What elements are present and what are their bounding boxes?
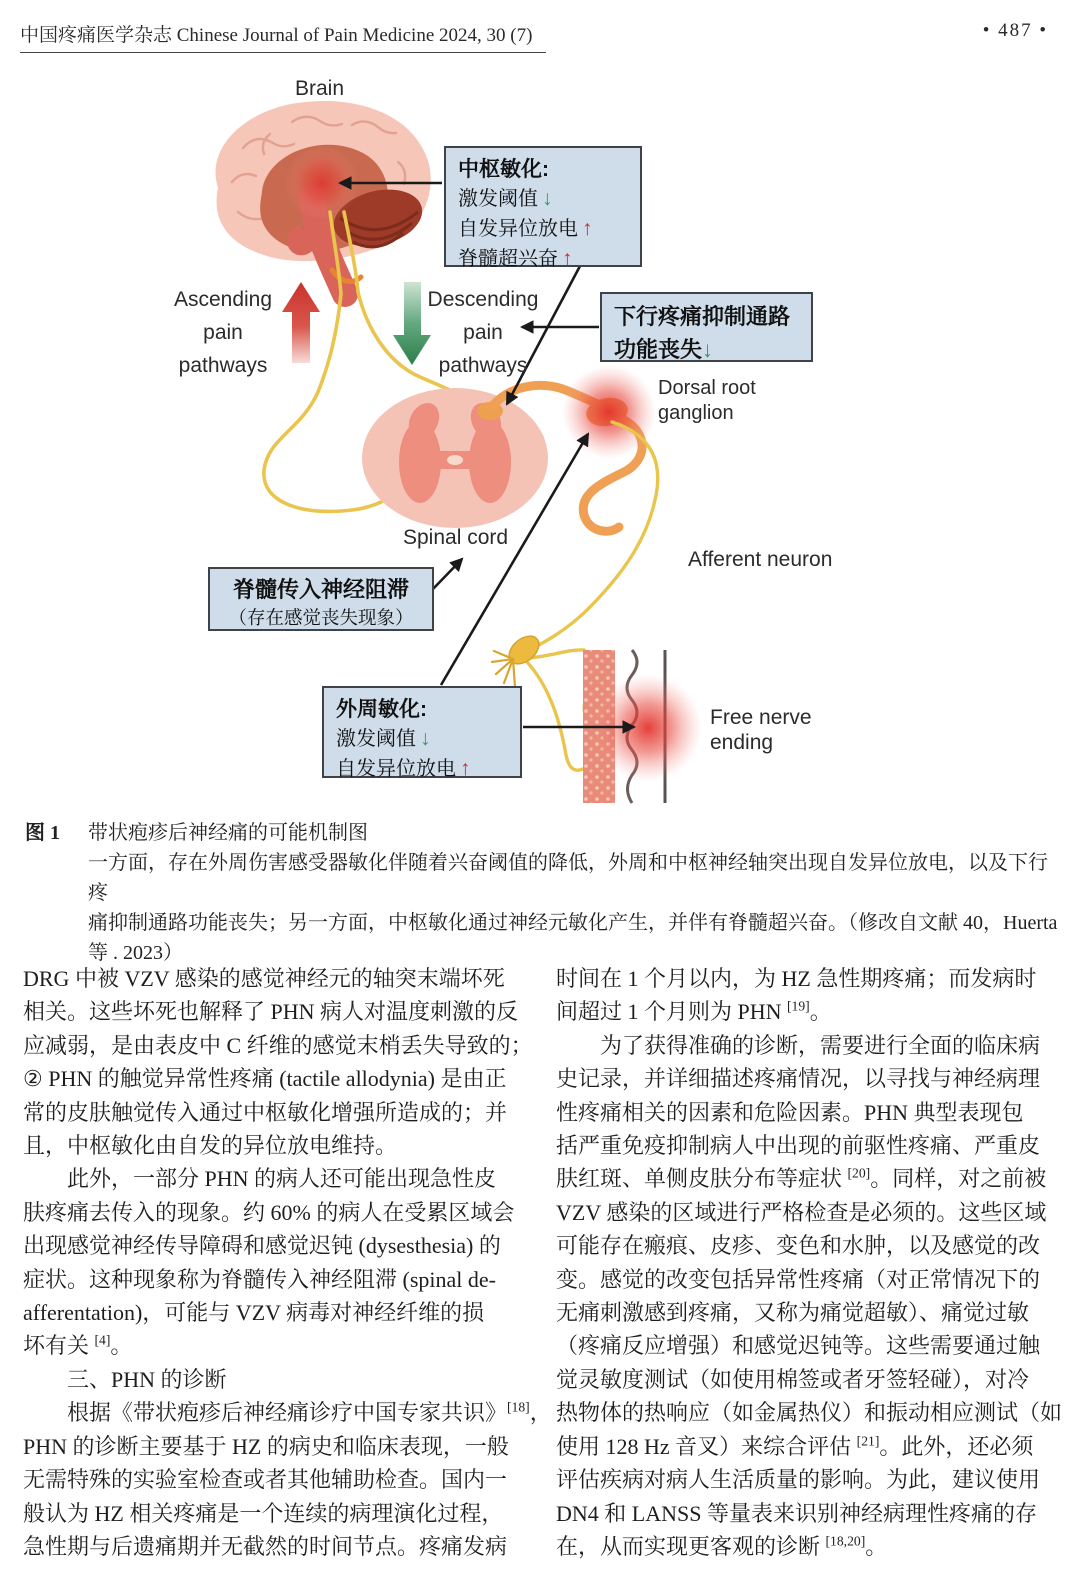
brain-label: Brain — [295, 77, 345, 100]
text-line: 觉灵敏度测试（如使用棉签或者牙签轻碰），对冷 — [556, 1366, 1030, 1392]
figure-tag: 图 1 — [25, 822, 60, 844]
figure-caption — [25, 818, 1060, 968]
text-line: 三、PHN 的诊断 — [23, 1366, 227, 1392]
ascending-pathway-arrow — [282, 282, 320, 363]
box-line: 下行疼痛抑制通路 — [614, 304, 791, 329]
text-line: 可能存在瘢痕、皮疹、变色和水肿，以及感觉的改 — [556, 1233, 1041, 1259]
spinal-cord-label: Spinal cord — [403, 526, 509, 549]
text-line: Descending — [427, 288, 539, 311]
figure-title: 带状疱疹后神经痛的可能机制图 — [88, 822, 368, 844]
text-line: 一方面，存在外周伤害感受器敏化伴随着兴奋阈值的降低，外周和中枢神经轴突出现自发异位放电，以及下行疼 — [88, 852, 1048, 904]
text-line: 肤红斑、单侧皮肤分布等症状 [20]。同样，对之前被 — [556, 1166, 1047, 1192]
text-line: 为了获得准确的诊断，需要进行全面的临床病 — [556, 1032, 1041, 1058]
text-line: 出现感觉神经传导障碍和感觉迟钝 (dysesthesia) 的 — [23, 1233, 501, 1259]
text-line: pathways — [438, 354, 528, 377]
text-line: PHN 的诊断主要基于 HZ 的病史和临床表现，一般 — [23, 1433, 509, 1459]
page-number: • 487 • — [982, 20, 1048, 41]
text-line: pathways — [178, 354, 268, 377]
text-line: pain — [463, 321, 503, 344]
text-line: 痛抑制通路功能丧失；另一方面，中枢敏化通过神经元敏化产生，并伴有脊髓超兴奋。（修改自文献 40，Huerta — [88, 912, 1058, 934]
text-line: Free nerve — [710, 706, 812, 729]
peripheral-sensitization-box — [322, 686, 522, 778]
text-line: 间超过 1 个月则为 PHN [19]。 — [556, 999, 832, 1025]
threshold-line: 激发阈值 ↓ — [336, 727, 431, 750]
box-title: 中枢敏化: — [458, 158, 549, 181]
ectopic-discharge-line: 自发异位放电 ↑ — [458, 217, 593, 240]
text-line: 使用 128 Hz 音叉）来综合评估 [21]。此外，还必须 — [556, 1433, 1034, 1459]
ascending-pathways-label — [162, 283, 284, 382]
decrease-arrow-icon: ↓ — [542, 187, 553, 210]
text-line: ending — [710, 731, 774, 754]
decrease-arrow-icon: ↓ — [420, 727, 431, 750]
text-line: afferentation)，可能与 VZV 病毒对神经纤维的损 — [23, 1300, 485, 1326]
body-column-right — [556, 962, 1063, 1563]
text-line: 症状。这种现象称为脊髓传入神经阻滞 (spinal de- — [23, 1266, 496, 1292]
text-line: ② PHN 的触觉异常性疼痛 (tactile allodynia) 是由正 — [23, 1066, 507, 1092]
text-line: 在，从而实现更客观的诊断 [18,20]。 — [556, 1533, 888, 1559]
figure-caption-text — [88, 848, 1060, 968]
text-line: 无需特殊的实验室检查或者其他辅助检查。国内一 — [23, 1467, 508, 1493]
text-line: 肤疼痛去传入的现象。约 60% 的病人在受累区域会 — [23, 1199, 515, 1225]
text-line: 无痛刺激感到疼痛，又称为痛觉超敏）、痛觉过敏 — [556, 1300, 1030, 1326]
increase-arrow-icon: ↑ — [460, 757, 471, 780]
text-line: DRG 中被 VZV 感染的感觉神经元的轴突末端坏死 — [23, 966, 505, 991]
descending-inhibition-loss-box — [600, 292, 813, 362]
text-line: ganglion — [658, 402, 734, 424]
journal-title: 中国疼痛医学杂志 Chinese Journal of Pain Medicine 2024, 30 (7) — [20, 20, 546, 53]
free-nerve-ending-label — [710, 705, 812, 755]
box-title: 脊髓传入神经阻滞 — [232, 577, 409, 602]
text-line: DN4 和 LANSS 等量表来识别神经病理性疼痛的存 — [556, 1500, 1037, 1526]
afferent-neuron-label: Afferent neuron — [688, 548, 833, 571]
page-header — [0, 16, 1080, 52]
increase-arrow-icon: ↑ — [582, 217, 593, 240]
text-line: pain — [203, 321, 243, 344]
text-line: 时间在 1 个月以内，为 HZ 急性期疼痛；而发病时 — [556, 966, 1037, 991]
text-line: 且，中枢敏化由自发的异位放电维持。 — [23, 1133, 398, 1159]
figure-1-diagram — [0, 70, 1080, 815]
text-line: 根据《带状疱疹后神经痛诊疗中国专家共识》[18]， — [23, 1399, 552, 1426]
text-line: 括严重免疫抑制病人中出现的前驱性疼痛、严重皮 — [556, 1133, 1041, 1159]
text-line: 坏有关 [4]。 — [23, 1333, 133, 1359]
text-line: 急性期与后遗痛期并无截然的时间节点。疼痛发病 — [23, 1533, 508, 1559]
spinal-deafferentation-box — [208, 567, 434, 631]
text-line: 等 . 2023） — [88, 942, 183, 964]
text-line: 热物体的热响应（如金属热仪）和振动相应测试（如 — [556, 1400, 1063, 1426]
text-line: 应减弱，是由表皮中 C 纤维的感觉末梢丢失导致的； — [23, 1032, 533, 1058]
body-column-left — [23, 962, 552, 1563]
box-line: 功能丧失↓ — [614, 337, 714, 362]
ganglion-pain-glow — [562, 365, 656, 459]
brain-illustration — [216, 101, 431, 294]
text-line: VZV 感染的区域进行严格检查是必须的。这些区域 — [556, 1199, 1047, 1225]
text-line: Ascending — [173, 288, 273, 311]
descending-pathways-label — [425, 283, 541, 382]
text-line: 性疼痛相关的因素和危险因素。PHN 典型表现包 — [556, 1099, 1024, 1125]
increase-arrow-icon: ↑ — [562, 247, 573, 270]
spinal-cord-illustration — [362, 388, 548, 528]
text-line: 评估疾病对病人生活质量的影响。为此，建议使用 — [556, 1467, 1041, 1493]
text-line: 变。感觉的改变包括异常性疼痛（对正常情况下的 — [556, 1266, 1041, 1292]
text-line: 相关。这些坏死也解释了 PHN 病人对温度刺激的反 — [23, 999, 519, 1025]
box-subtitle: （存在感觉丧失现象） — [228, 607, 414, 628]
text-line: 此外，一部分 PHN 的病人还可能出现急性皮 — [23, 1166, 497, 1192]
text-line: 史记录，并详细描述疼痛情况，以寻找与神经病理 — [556, 1066, 1041, 1092]
hyperexcitability-line: 脊髓超兴奋 ↑ — [458, 247, 573, 270]
text-line: Dorsal root — [658, 377, 756, 399]
text-line: （疼痛反应增强）和感觉迟钝等。这些需要通过触 — [556, 1333, 1041, 1359]
central-sensitization-box — [444, 146, 642, 270]
arrow-to-spinal-cord — [432, 559, 462, 590]
text-line: 常的皮肤触觉传入通过中枢敏化增强所造成的；并 — [23, 1099, 508, 1125]
dorsal-root-ganglion-label — [658, 376, 756, 426]
text-line: 般认为 HZ 相关疼痛是一个连续的病理演化过程， — [23, 1500, 504, 1526]
box-title: 外周敏化: — [336, 698, 427, 721]
decrease-arrow-icon: ↓ — [702, 337, 714, 362]
threshold-line: 激发阈值 ↓ — [458, 187, 553, 210]
ectopic-discharge-line: 自发异位放电 ↑ — [336, 757, 471, 780]
